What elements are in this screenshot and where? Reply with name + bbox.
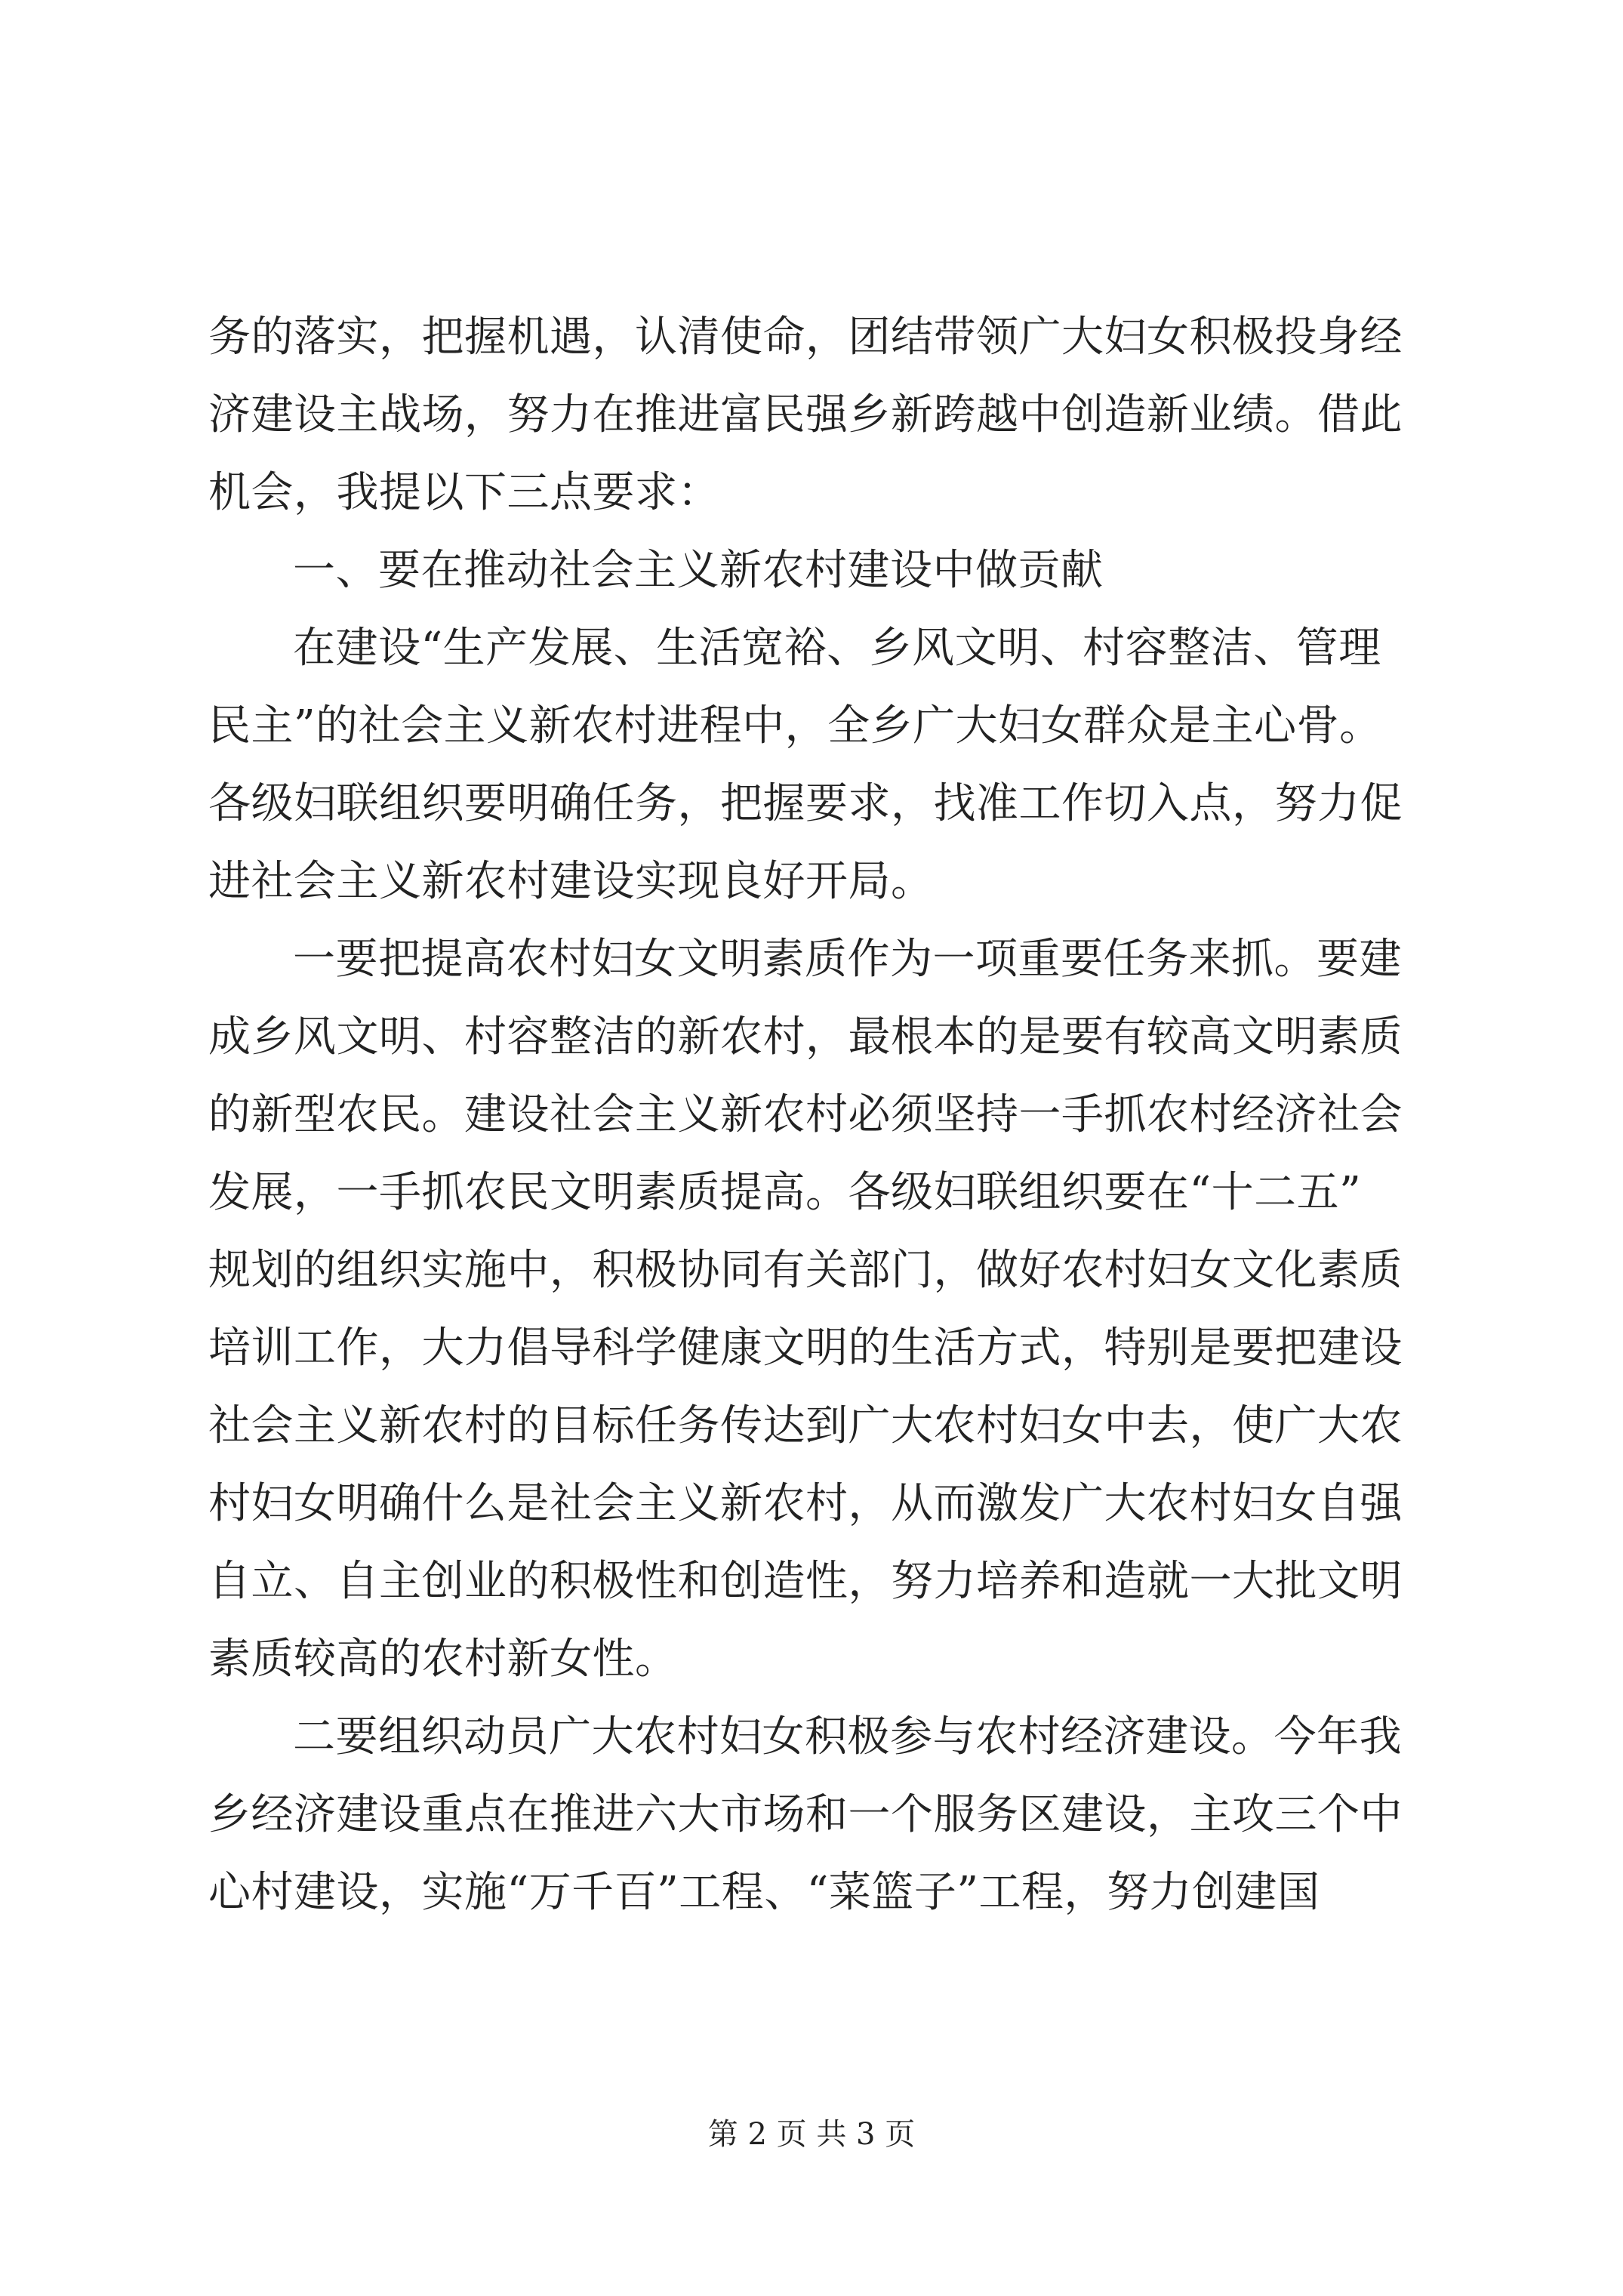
text-line: 村妇女明确什么是社会主义新农村，从而激发广大农村妇女自强 <box>208 1479 1403 1528</box>
text-line: 民主”的社会主义新农村进程中，全乡广大妇女群众是主心骨。 <box>208 701 1382 750</box>
text-line: 成乡风文明、村容整洁的新农村，最根本的是要有较高文明素质 <box>208 1012 1403 1062</box>
text-line: 各级妇联组织要明确任务，把握要求，找准工作切入点，努力促 <box>208 779 1403 828</box>
page-number-footer: 第 2 页 共 3 页 <box>707 2117 916 2152</box>
text-line: 进社会主义新农村建设实现良好开局。 <box>208 857 934 906</box>
text-line: 培训工作，大力倡导科学健康文明的生活方式，特别是要把建设 <box>208 1324 1403 1373</box>
text-line: 机会，我提以下三点要求： <box>208 468 720 517</box>
text-line: 自立、自主创业的积极性和创造性，努力培养和造就一大批文明 <box>208 1557 1403 1606</box>
text-line: 心村建设，实施“万千百”工程、“菜篮子”工程，努力创建国 <box>208 1868 1320 1917</box>
text-line: 务的落实，把握机遇，认清使命，团结带领广大妇女积极投身经 <box>208 313 1403 362</box>
text-line: 社会主义新农村的目标任务传达到广大农村妇女中去，使广大农 <box>208 1401 1403 1450</box>
text-line: 发展，一手抓农民文明素质提高。各级妇联组织要在“十二五” <box>208 1168 1362 1217</box>
text-line: 在建设“生产发展、生活宽裕、乡风文明、村容整洁、管理 <box>293 624 1381 673</box>
text-line: 济建设主战场，努力在推进富民强乡新跨越中创造新业绩。借此 <box>208 390 1403 439</box>
section-heading: 一、要在推动社会主义新农村建设中做贡献 <box>293 546 1104 595</box>
text-line: 二要组织动员广大农村妇女积极参与农村经济建设。今年我 <box>293 1712 1402 1761</box>
text-line: 素质较高的农村新女性。 <box>208 1635 678 1684</box>
text-line: 一要把提高农村妇女文明素质作为一项重要任务来抓。要建 <box>293 935 1402 984</box>
text-line: 规划的组织实施中，积极协同有关部门，做好农村妇女文化素质 <box>208 1246 1403 1295</box>
document-body <box>208 298 1424 1931</box>
text-line: 的新型农民。建设社会主义新农村必须坚持一手抓农村经济社会 <box>208 1090 1403 1139</box>
text-line: 乡经济建设重点在推进六大市场和一个服务区建设，主攻三个中 <box>208 1790 1403 1839</box>
